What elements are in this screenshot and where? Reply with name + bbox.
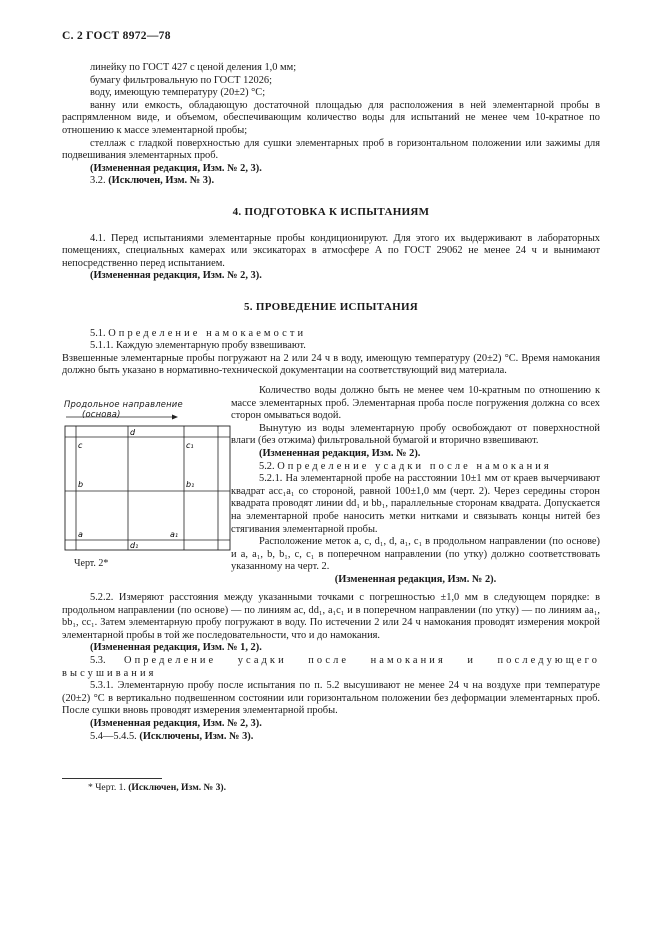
paragraph-5-1-1: 5.1.1. Каждую элементарную пробу взвешивают. (90, 340, 306, 352)
edit-note: (Измененная редакция, Изм. № 2). (259, 447, 421, 459)
page-header: С. 2 ГОСТ 8972—78 (62, 30, 171, 42)
paragraph-water: Количество воды должно быть не менее чем 10-кратным по отношению к массе элементарных проб. Элементарная проба после погружения должна со всех сторон омываться водой. (231, 385, 600, 422)
section-4-title: 4. ПОДГОТОВКА К ИСПЫТАНИЯМ (232, 205, 430, 218)
subsection-number: 5.3. (90, 654, 106, 666)
item-5-4 (62, 731, 600, 744)
footnote-text: (Исключен, Изм. № 3). (128, 782, 226, 793)
label-a1: a₁ (170, 530, 179, 539)
paragraph-5-2-1: 5.2.1. На элементарной пробе на расстоянии 10±1 мм от краев вычерчивают квадрат acc₁a₁ со стороной, равной 100±1,0 мм (черт. 2). Через середины сторон квадрата проводят линии dd₁ и bb₁, параллельные сторонам квадрата. Допускается на элементарной пробе наносить метки нитками и связывать концы нитей без стягивания элементарной пробы. (231, 473, 600, 535)
paragraph-remove: Вынутую из воды элементарную пробу освобождают от поверхностной влаги (без отжима) фильтровальной бумагой и вторично взвешивают. (231, 422, 600, 447)
edit-note: (Измененная редакция, Изм. № 2, 3). (90, 717, 262, 729)
footnote-divider (62, 778, 162, 779)
label-c1: c₁ (186, 441, 194, 450)
paragraph-5-1-1b: Взвешенные элементарные пробы погружают на 2 или 24 ч в воду, имеющую температуру (20±2) °С. Время намокания должно быть указано в нормативно-технической документации на соответствующий вид материала. (62, 352, 600, 377)
edit-note: (Измененная редакция, Изм. № 2, 3). (90, 270, 262, 282)
paragraph-5-2-2: 5.2.2. Измеряют расстояния между указанными точками с погрешностью ±1,0 мм в следующем порядке: в продольном направлении (по основе) — по линиям ac, dd₁, a₁c₁ и в поперечном направлении (по утку) — по линиям aa₁, bb₁, cc₁. Затем элементарную пробу погружают в воду. По истечении 2 или 24 ч намокания проводят измерения мокрой элементарной пробы в той же последовательности, что и до намокания. (62, 592, 600, 641)
list-item: линейку по ГОСТ 427 с ценой деления 1,0 мм; (90, 62, 297, 73)
item-text: (Исключены, Изм. № 3). (139, 730, 254, 742)
subsection-5-2-heading (231, 461, 600, 474)
paragraph-4-1: 4.1. Перед испытаниями элементарные пробы кондиционируют. Для этого их выдерживают в лабораторных помещениях, специальных камерах или эксикаторах в атмосфере А по ГОСТ 29062 не менее 24 ч и вынимают непосредственно перед испытанием. (62, 232, 600, 269)
equipment-list (62, 62, 600, 378)
subsection-number: 5.1. (90, 327, 106, 339)
subsection-5-3-heading (62, 655, 600, 680)
item-text: (Исключен, Изм. № 3). (108, 175, 215, 187)
label-b1: b₁ (186, 480, 195, 489)
edit-note: (Измененная редакция, Изм. № 2, 3). (90, 162, 262, 174)
item-3-2 (62, 175, 600, 188)
edit-note: (Измененная редакция, Изм. № 2). (334, 573, 497, 585)
label-d: d (130, 428, 136, 437)
figure-caption-line1: Продольное направление (64, 399, 183, 409)
right-column (231, 385, 600, 587)
footnote-prefix: * Черт. 1. (88, 782, 126, 793)
paragraph-5-3-1: 5.3.1. Элементарную пробу после испытания по п. 5.2 высушивают не менее 24 ч на воздухе при температуре (20±2) °С в вертикально подвешенном состоянии или горизонтальном положении без деформации элементарных проб. После сушки вновь проводят измерения элементарной пробы. (62, 680, 600, 717)
list-item: воду, имеющую температуру (20±2) °С; (90, 87, 266, 99)
specimen-outline (65, 426, 230, 550)
label-b: b (78, 480, 84, 489)
label-a: a (78, 530, 83, 539)
item-number: 5.4—5.4.5. (90, 730, 137, 742)
list-item: стеллаж с гладкой поверхностью для сушки элементарных проб в горизонтальном положении или зажимы для подвешивания элементарных проб. (62, 137, 600, 162)
figure-2 (62, 400, 232, 575)
list-item: бумагу фильтровальную по ГОСТ 12026; (90, 74, 272, 86)
subsection-5-1-heading (62, 328, 600, 341)
section-5-title: 5. ПРОВЕДЕНИЕ ИСПЫТАНИЯ (243, 300, 419, 313)
subsection-number: 5.2. (259, 460, 275, 472)
subsection-title: Определение усадки после намокания и последующего высушивания (62, 654, 600, 679)
list-item: ванну или емкость, обладающую достаточной площадью для расположения в ней элементарной пробы в распрямленном виде, и объемом, обеспечивающим количество воды для испытаний не менее чем 10-кратное по отношению к массе элементарной пробы; (62, 99, 600, 136)
item-number: 3.2. (90, 175, 106, 187)
footnote (88, 782, 226, 795)
label-c: c (78, 441, 83, 450)
figure-caption-line2: (основа) (82, 408, 121, 419)
edit-note: (Измененная редакция, Изм. № 1, 2). (90, 642, 262, 654)
subsection-title: Определение усадки после намокания (277, 460, 552, 472)
label-d1: d₁ (130, 541, 139, 550)
paragraph-marks: Расположение меток a, c, d₁, d, a₁, c₁ в продольном направлении (по основе) и a, a₁, b, b₁, c, c₁ в поперечном направлении (по утку) должно соответствовать указанному на черт. 2. (231, 536, 600, 573)
lower-block (62, 592, 600, 743)
specimen-diagram (62, 400, 232, 575)
direction-arrow-head (172, 415, 178, 420)
subsection-title: Определение намокаемости (108, 327, 307, 339)
figure-number: Черт. 2* (74, 558, 109, 569)
